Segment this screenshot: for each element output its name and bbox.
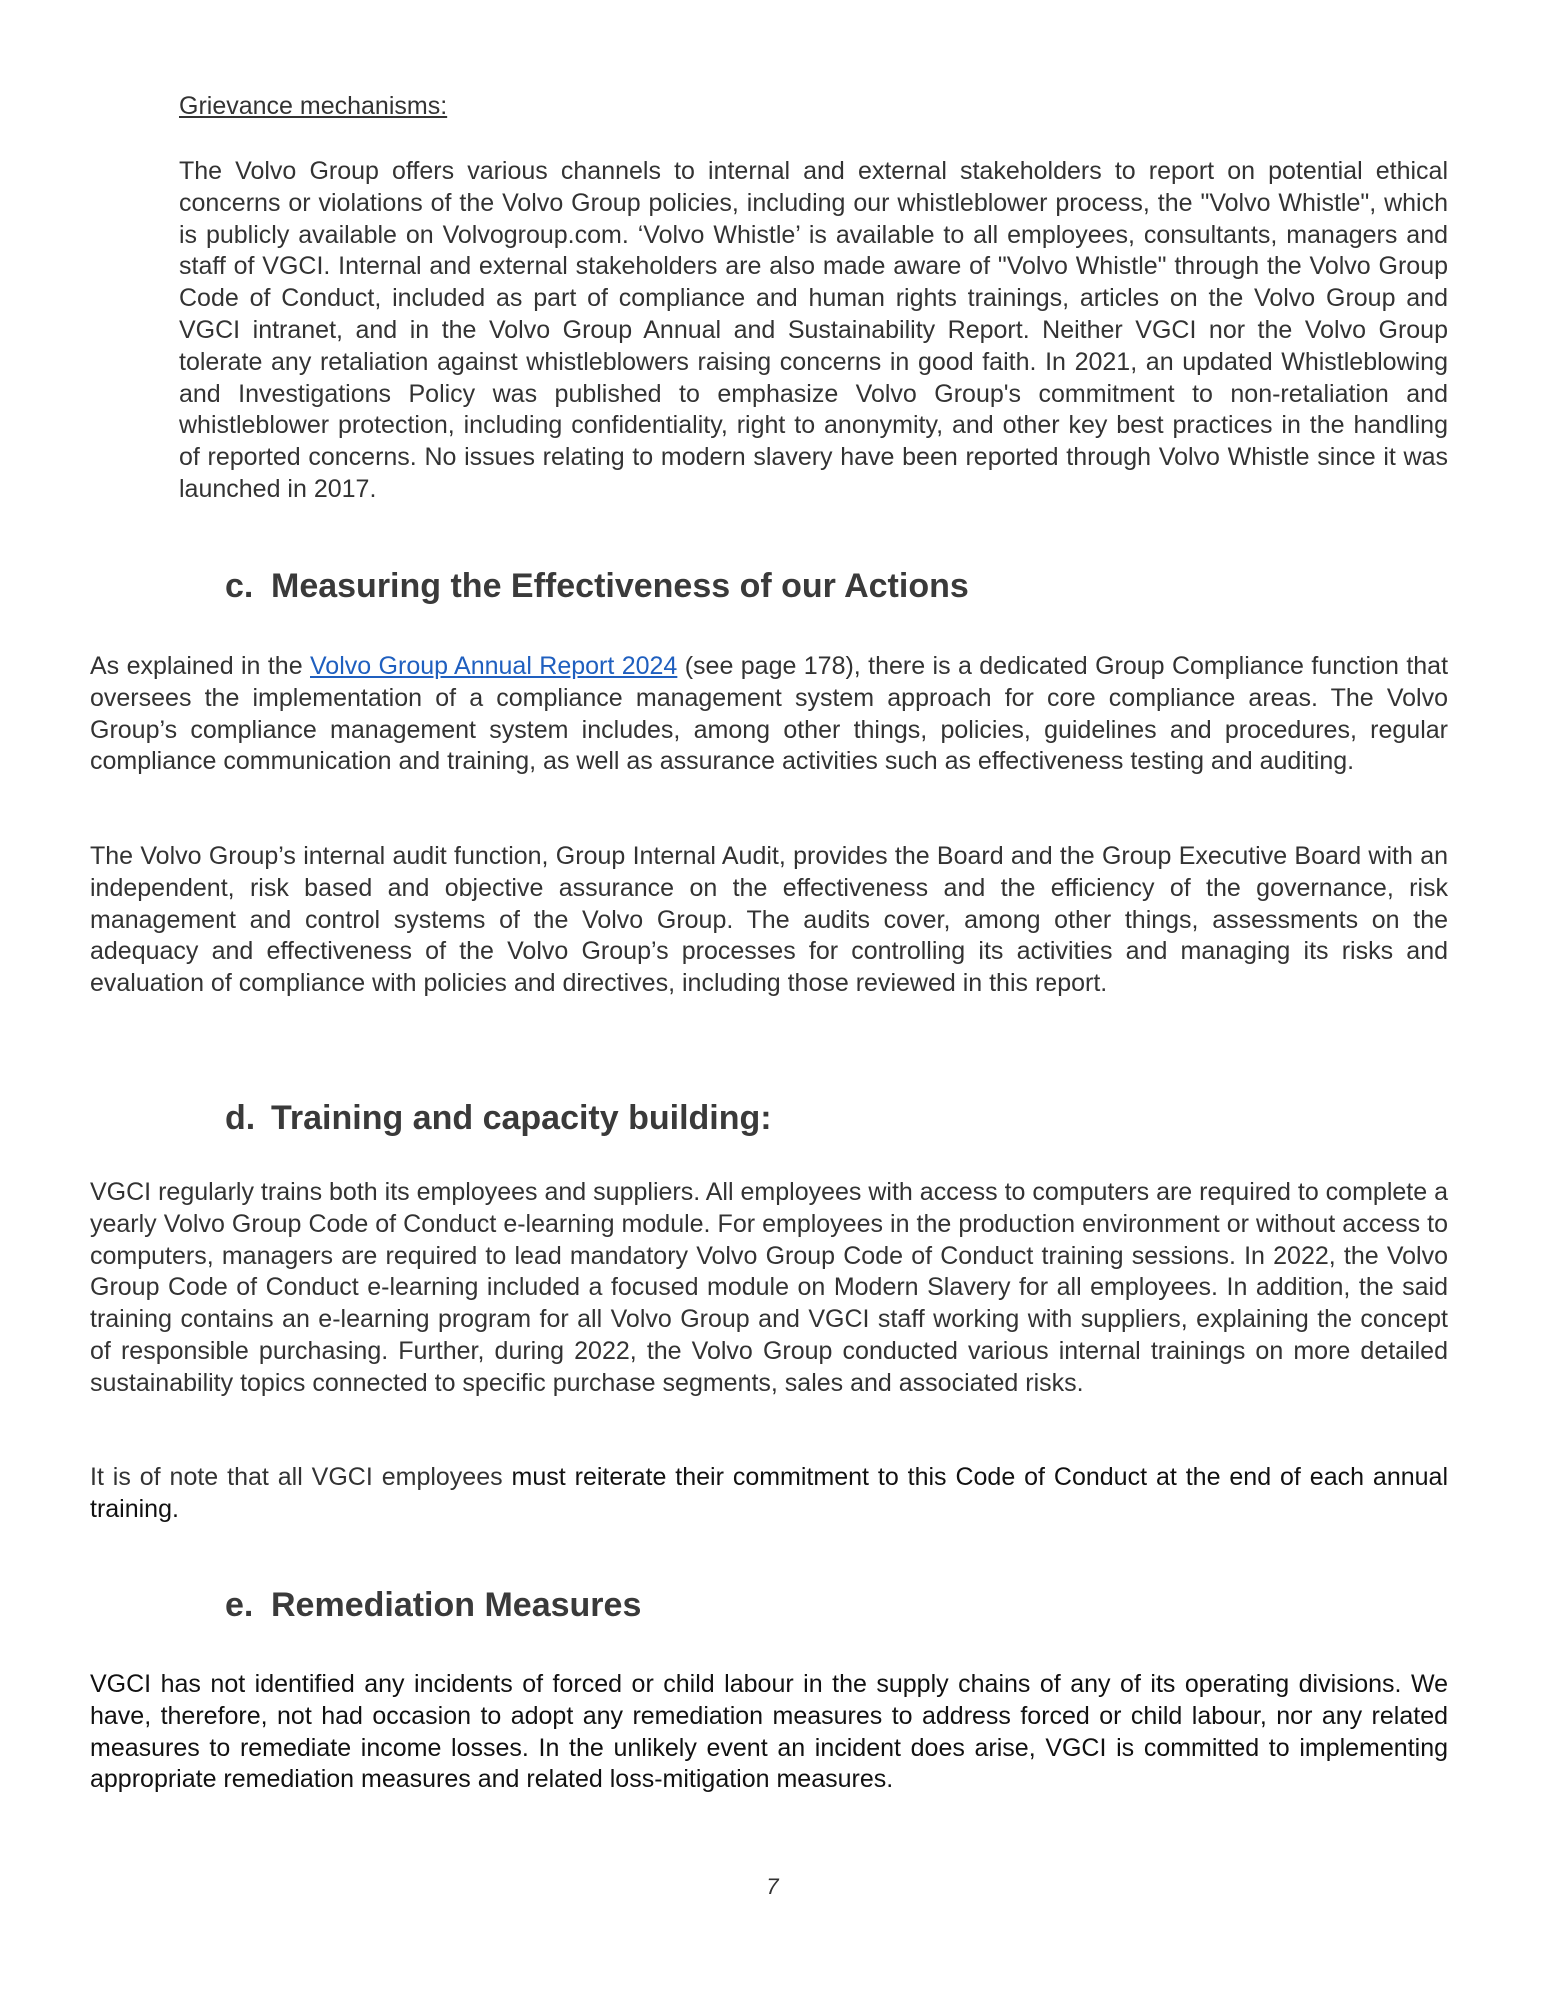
page-number: 7: [766, 1874, 779, 1899]
section-c-p1-rest: (see page 178), there is a dedicated Group Compliance function that oversees the implementation of a compliance management system approach for core compliance areas. The Volvo Group’s compliance management system includes, among other things, policies, guidelines and procedures, regular compliance communication and training, as well as assurance activities such as effectiveness testing and auditing.: [90, 652, 1449, 776]
section-e-letter: e.: [225, 1586, 254, 1624]
grievance-heading: Grievance mechanisms:: [179, 92, 448, 120]
section-c-letter: c.: [225, 567, 254, 605]
section-d-p2-part1: It is of note that all VGCI employees: [90, 1463, 503, 1491]
section-d-letter: d.: [225, 1099, 256, 1137]
section-d-heading: [225, 1099, 772, 1138]
section-d-paragraph-1: VGCI regularly trains both its employees and suppliers. All employees with access to computers are required to complete a yearly Volvo Group Code of Conduct e-learning module. For employees in the production environment or without access to computers, managers are required to lead mandatory Volvo Group Code of Conduct training sessions. In 2022, the Volvo Group Code of Conduct e-learning included a focused module on Modern Slavery for all employees. In addition, the said training contains an e-learning program for all Volvo Group and VGCI staff working with suppliers, explaining the concept of responsible purchasing. Further, during 2022, the Volvo Group conducted various internal trainings on more detailed sustainability topics connected to specific purchase segments, sales and associated risks.: [90, 1178, 1448, 1397]
section-c-heading: [225, 567, 969, 606]
section-d-title: Training and capacity building:: [271, 1099, 772, 1137]
grievance-paragraph: The Volvo Group offers various channels to internal and external stakeholders to report on potential ethical concerns or violations of the Volvo Group policies, including our whistleblower process, the "Volvo Whistle", which is publicly available on Volvogroup.com. ‘Volvo Whistle’ is available to all employees, consultants, managers and staff of VGCI. Internal and external stakeholders are also made aware of "Volvo Whistle" through the Volvo Group Code of Conduct, included as part of compliance and human rights trainings, articles on the Volvo Group and VGCI intranet, and in the Volvo Group Annual and Sustainability Report. Neither VGCI nor the Volvo Group tolerate any retaliation against whistleblowers raising concerns in good faith. In 2021, an updated Whistleblowing and Investigations Policy was published to emphasize Volvo Group's commitment to non-retaliation and whistleblower protection, including confidentiality, right to anonymity, and other key best practices in the handling of reported concerns. No issues relating to modern slavery have been reported through Volvo Whistle since it was launched in 2017.: [179, 157, 1448, 503]
section-d-p2-part2: must reiterate their commitment to this Code of Conduct at the end of each annual training.: [90, 1463, 1448, 1523]
annual-report-link[interactable]: Volvo Group Annual Report 2024: [310, 652, 678, 680]
section-e-heading: [225, 1586, 641, 1625]
section-d-paragraph-2: [90, 1462, 1448, 1526]
section-c-paragraph-1: [90, 651, 1448, 778]
section-c-paragraph-2: The Volvo Group’s internal audit function, Group Internal Audit, provides the Board and the Group Executive Board with an independent, risk based and objective assurance on the effectiveness and the efficiency of the governance, risk management and control systems of the Volvo Group. The audits cover, among other things, assessments on the adequacy and effectiveness of the Volvo Group’s processes for controlling its activities and managing its risks and evaluation of compliance with policies and directives, including those reviewed in this report.: [90, 842, 1448, 998]
section-e-title: Remediation Measures: [271, 1586, 642, 1624]
section-c-title: Measuring the Effectiveness of our Actions: [271, 567, 969, 605]
section-e-paragraph: VGCI has not identified any incidents of forced or child labour in the supply chains of any of its operating divisions. We have, therefore, not had occasion to adopt any remediation measures to address forced or child labour, nor any related measures to remediate income losses. In the unlikely event an incident does arise, VGCI is committed to implementing appropriate remediation measures and related loss-mitigation measures.: [90, 1670, 1448, 1794]
section-c-p1-intro: As explained in the: [90, 652, 310, 680]
